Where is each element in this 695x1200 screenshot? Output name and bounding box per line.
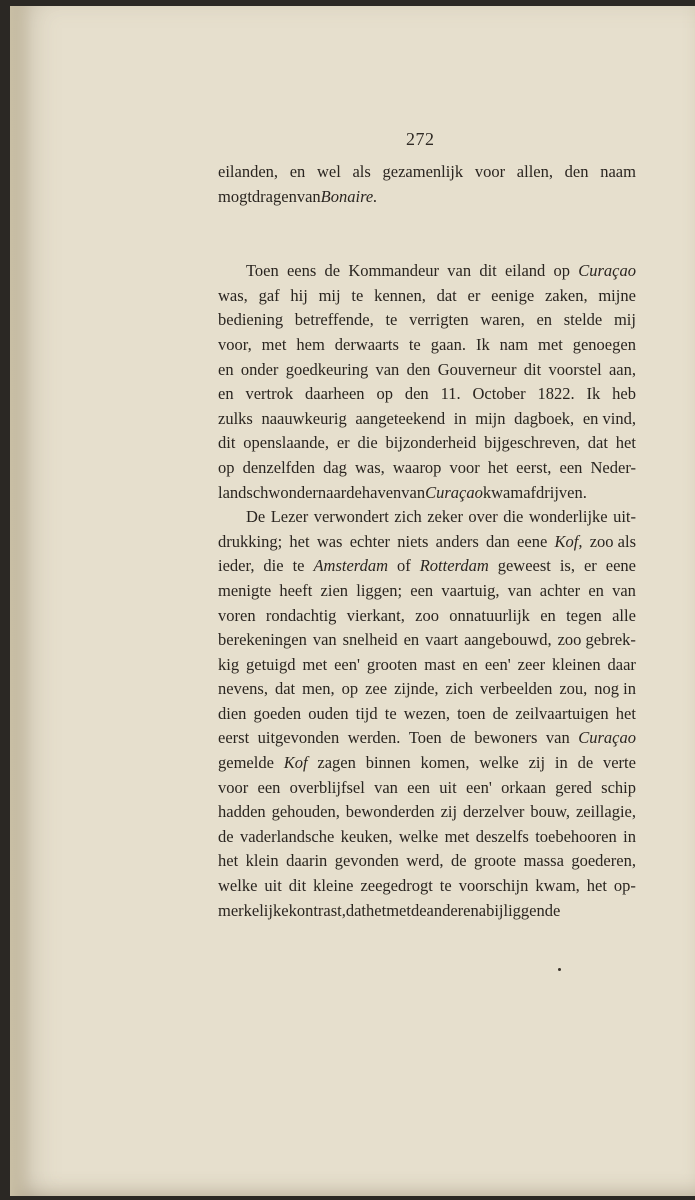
word: de (324, 261, 341, 281)
word: hem (296, 334, 325, 354)
word: een' (334, 654, 360, 674)
text-line (218, 185, 636, 210)
word: te (385, 310, 398, 330)
text-line (218, 874, 636, 899)
word: andere (426, 900, 471, 920)
word: haven (361, 482, 402, 502)
text-line (218, 284, 636, 309)
word: een' (465, 777, 492, 797)
word: naam (600, 162, 636, 181)
word: wonder (268, 482, 318, 502)
word: dag (323, 457, 347, 477)
word: vaartuig, (441, 580, 500, 600)
word: het (615, 433, 636, 453)
italic-word: Bonaire. (320, 186, 378, 206)
paragraph-1 (218, 160, 636, 209)
word: is, (559, 556, 575, 576)
word: groote (473, 851, 517, 871)
word: verwondert (313, 507, 389, 527)
word: snelheid (342, 630, 398, 650)
word: uitgevonden (257, 728, 340, 748)
word: was (316, 531, 343, 551)
word: vierkant, (346, 605, 405, 625)
word: daarin (286, 851, 328, 871)
word: met (261, 334, 287, 354)
word: en (462, 654, 478, 674)
word: van (374, 777, 398, 797)
word: betreffende, (294, 310, 374, 330)
word: keuken, (340, 826, 393, 846)
word: eene (605, 556, 636, 576)
word: over (468, 507, 498, 527)
text-line (218, 259, 636, 284)
word: voor, (218, 334, 252, 354)
word: mij (318, 285, 341, 305)
word: zijnde, (394, 679, 439, 699)
word: als (352, 162, 371, 181)
word: verbeelden (479, 679, 553, 699)
word: heb (612, 384, 636, 404)
word: zulks (218, 408, 253, 428)
word: was, (354, 457, 385, 477)
text-line (218, 382, 636, 407)
word: kwam (482, 482, 524, 502)
word: grooten (366, 654, 418, 674)
word: was, (218, 285, 248, 305)
word: een' (484, 654, 511, 674)
word: achter (539, 580, 581, 600)
word: te (292, 556, 305, 576)
word: Ik (475, 334, 490, 354)
text-line (218, 604, 636, 629)
word: waarop (392, 457, 442, 477)
word: menigte (218, 580, 272, 600)
word: nog in (594, 679, 636, 699)
word: van (296, 186, 321, 206)
word: komen, (420, 753, 470, 773)
word: mast (424, 654, 456, 674)
word: geweest (497, 556, 551, 576)
word: zeegedrogt (360, 876, 433, 896)
word: wonderlijke (528, 507, 608, 527)
word: hadden (218, 802, 266, 822)
word: bewoners (474, 728, 538, 748)
word: bouw, (530, 802, 571, 822)
word: massa (523, 851, 564, 871)
word: uit (264, 876, 282, 896)
word: welke (218, 876, 258, 896)
text-line (218, 849, 636, 874)
italic-word: Kof (283, 753, 308, 773)
word: de (450, 728, 466, 748)
word: goedkeuring (285, 359, 369, 379)
word: en (588, 580, 604, 600)
word: van (375, 359, 400, 379)
text-line (218, 899, 636, 924)
text-line (218, 776, 636, 801)
word: eene (517, 531, 548, 551)
word: 1822. (537, 384, 575, 404)
word: kwam, (535, 876, 580, 896)
word: dagboek, (514, 408, 575, 428)
paragraph-gap (218, 209, 636, 259)
word: naauwkeurig (261, 408, 347, 428)
word: alle (612, 605, 636, 625)
italic-word: Rotterdam (419, 556, 489, 576)
word: toen (457, 703, 486, 723)
word: hij (290, 285, 308, 305)
word: dragen (251, 186, 297, 206)
word: heeft (279, 580, 313, 600)
word: klein (245, 851, 279, 871)
word: met (302, 654, 328, 674)
word: tegen (566, 605, 602, 625)
word: vaderlandsche (239, 826, 335, 846)
word: met (386, 900, 411, 920)
word: zoo gebrek- (557, 630, 636, 650)
word: en (289, 162, 306, 181)
word: in (554, 753, 568, 773)
word: zeker (427, 507, 463, 527)
word: dat (587, 433, 608, 453)
word: dat (274, 679, 296, 699)
text-line (218, 825, 636, 850)
word: dan (485, 531, 510, 551)
word: die (357, 433, 378, 453)
word: het (289, 531, 310, 551)
word: voorstel (548, 359, 602, 379)
word: goeden (253, 703, 302, 723)
word: Kommandeur (348, 261, 440, 281)
word: te (439, 876, 452, 896)
word: welke (398, 826, 439, 846)
text-line (218, 702, 636, 727)
word: goederen, (571, 851, 636, 871)
text-line (218, 505, 636, 530)
word: Ik (586, 384, 601, 404)
word: zeillagie, (575, 802, 636, 822)
word: ieder, (218, 556, 255, 576)
word: het (218, 851, 239, 871)
word: stelde (563, 310, 603, 330)
word: en vind, (582, 408, 636, 428)
word: bijgeschreven, (484, 433, 580, 453)
italic-word: Curaçao (425, 482, 483, 502)
word: de (218, 826, 234, 846)
text-line (218, 751, 636, 776)
word: mijne (598, 285, 636, 305)
word: mogt (218, 186, 252, 206)
word: voor (218, 777, 249, 797)
paper-speck (558, 968, 561, 971)
word: op (218, 457, 235, 477)
word: nam (499, 334, 529, 354)
word: tijd (355, 703, 378, 723)
word: kleine (313, 876, 354, 896)
word: kig (218, 654, 240, 674)
text-line (218, 481, 636, 506)
text-line (218, 530, 636, 555)
word: waren, (480, 310, 525, 330)
word: wel (316, 162, 341, 181)
word: eerst, (516, 457, 552, 477)
text-line (218, 554, 636, 579)
word: Toen (408, 728, 442, 748)
word: of (396, 556, 411, 576)
word: den (406, 359, 431, 379)
word: bijzonderheid (385, 433, 477, 453)
text-line (218, 407, 636, 432)
word: rondachtig (265, 605, 337, 625)
word: te (351, 285, 364, 305)
italic-word: Curaçao (578, 728, 636, 748)
text-line (218, 456, 636, 481)
word: wezen, (403, 703, 450, 723)
word: openslaande, (243, 433, 329, 453)
word: zaken, (544, 285, 588, 305)
word: voor (449, 457, 480, 477)
word: bewonderden (345, 802, 435, 822)
word: verte (602, 753, 636, 773)
word: genoegen (572, 334, 636, 354)
word: den (404, 384, 429, 404)
word: landsch (218, 482, 269, 502)
word: de (577, 753, 594, 773)
word: in (453, 408, 467, 428)
word: uit (439, 777, 457, 797)
word: onder (240, 359, 279, 379)
word: toebehooren (535, 826, 617, 846)
word: van (612, 580, 636, 600)
text-line (218, 579, 636, 604)
word: den (564, 162, 589, 181)
word: een (257, 777, 281, 797)
word: er (336, 433, 350, 453)
word: en (540, 605, 556, 625)
text-line (218, 160, 636, 185)
book-page (10, 6, 695, 1196)
word: daarheen (305, 384, 365, 404)
word: met (538, 334, 563, 354)
word: die (263, 556, 284, 576)
word: mijn (475, 408, 506, 428)
word: gevonden (334, 851, 399, 871)
word: onnatuurlijk (449, 605, 530, 625)
word: dit (523, 359, 542, 379)
word: niets (397, 531, 429, 551)
word: echter (349, 531, 391, 551)
word: van (447, 261, 472, 281)
word: de (410, 900, 427, 920)
word: deszelfs (475, 826, 529, 846)
word: zich (445, 679, 473, 699)
word: en (218, 384, 234, 404)
word: zeer (517, 654, 546, 674)
italic-word: Amsterdam (313, 556, 389, 576)
word: eens (286, 261, 317, 281)
word: October (472, 384, 526, 404)
word: op (341, 679, 359, 699)
word: gered (555, 777, 592, 797)
word: derwaarts (334, 334, 399, 354)
word: zeilvaartuigen (515, 703, 609, 723)
word: die (503, 507, 524, 527)
word: op (376, 384, 393, 404)
word: 11. (440, 384, 461, 404)
paragraph-2 (218, 259, 636, 505)
word: gezamenlijk (382, 162, 464, 181)
word: uit- (613, 507, 636, 527)
word: aangebouwd, (464, 630, 552, 650)
text-line (218, 653, 636, 678)
word: derzelver (463, 802, 525, 822)
word: anders (435, 531, 479, 551)
word: te (408, 334, 421, 354)
word: gemelde (218, 753, 274, 773)
text-line (218, 358, 636, 383)
word: het (615, 703, 636, 723)
word: getuigd (246, 654, 296, 674)
italic-word: Curaçao (578, 261, 636, 281)
word: de (346, 482, 362, 502)
word: schip (601, 777, 636, 797)
word: voren (218, 605, 256, 625)
word: het (487, 457, 509, 477)
text-line (218, 308, 636, 333)
word: zoo als (589, 531, 636, 551)
word: vertrok (245, 384, 294, 404)
word: te (384, 703, 397, 723)
word: aan, (608, 359, 636, 379)
word: gaan. (430, 334, 466, 354)
word: op (553, 261, 571, 281)
text-line (218, 677, 636, 702)
word: Lezer (270, 507, 309, 527)
word: nevens, (218, 679, 268, 699)
word: vaart (425, 630, 459, 650)
word: binnen (365, 753, 411, 773)
word: zich (394, 507, 422, 527)
word: liggen; (356, 580, 403, 600)
body-text (218, 160, 636, 923)
word: het (366, 900, 387, 920)
word: met (444, 826, 470, 846)
word: merkelijke (218, 900, 289, 920)
word: denzelfden (242, 457, 315, 477)
word: kontrast, (288, 900, 346, 920)
word: aangeteekend (355, 408, 446, 428)
word: overblijfsel (289, 777, 365, 797)
word: en (403, 630, 420, 650)
word: kleinen (552, 654, 601, 674)
word: eerst (218, 728, 250, 748)
word: dat (436, 285, 457, 305)
word: op- (613, 876, 636, 896)
text-line (218, 333, 636, 358)
word: zou, (559, 679, 588, 699)
word: dat (345, 900, 367, 920)
word: verrigten (409, 310, 469, 330)
word: bediening (218, 310, 284, 330)
word: Toen (246, 261, 279, 281)
word: eiland (504, 261, 546, 281)
word: nabijliggende (470, 900, 561, 920)
word: dit (479, 261, 497, 281)
word: De (246, 507, 266, 527)
word: werden. (347, 728, 401, 748)
word: berekeningen (218, 630, 307, 650)
word: gehouden, (271, 802, 340, 822)
word: de (492, 703, 509, 723)
word: er (583, 556, 597, 576)
word: allen, (516, 162, 553, 181)
word: zien (320, 580, 349, 600)
word: een (559, 457, 583, 477)
word: men, (302, 679, 335, 699)
page-number: 272 (406, 129, 435, 149)
word: werd, (406, 851, 444, 871)
word: eilanden, (218, 162, 279, 181)
word: drukking; (218, 531, 283, 551)
word: zee (365, 679, 388, 699)
text-line (218, 800, 636, 825)
word: dien (218, 703, 247, 723)
word: in (623, 826, 636, 846)
word: naar (317, 482, 347, 502)
text-line (218, 726, 636, 751)
word: een (410, 580, 434, 600)
word: afdrijven. (523, 482, 587, 502)
word: van (312, 630, 337, 650)
word: de (450, 851, 467, 871)
word: zij (528, 753, 546, 773)
word: dit (288, 876, 307, 896)
word: eenige (491, 285, 535, 305)
word: zoo (415, 605, 439, 625)
word: zij (440, 802, 458, 822)
word: dit (218, 433, 236, 453)
word: en (218, 359, 234, 379)
word: van (401, 482, 426, 502)
word: gaf (258, 285, 280, 305)
word: en (536, 310, 553, 330)
word: zagen (317, 753, 356, 773)
word: Gouverneur (437, 359, 517, 379)
italic-word: Kof, (554, 531, 583, 551)
word: daar (607, 654, 636, 674)
word: orkaan (501, 777, 546, 797)
word: van (507, 580, 532, 600)
paragraph-3 (218, 505, 636, 923)
word: het (586, 876, 607, 896)
word: van (545, 728, 570, 748)
word: er (467, 285, 481, 305)
text-line (218, 628, 636, 653)
word: voorschijn (458, 876, 529, 896)
word: een (407, 777, 431, 797)
word: kennen, (374, 285, 426, 305)
word: ouden (308, 703, 349, 723)
text-line (218, 431, 636, 456)
word: voor (474, 162, 506, 181)
word: mij (613, 310, 636, 330)
word: Neder- (590, 457, 636, 477)
word: welke (479, 753, 519, 773)
